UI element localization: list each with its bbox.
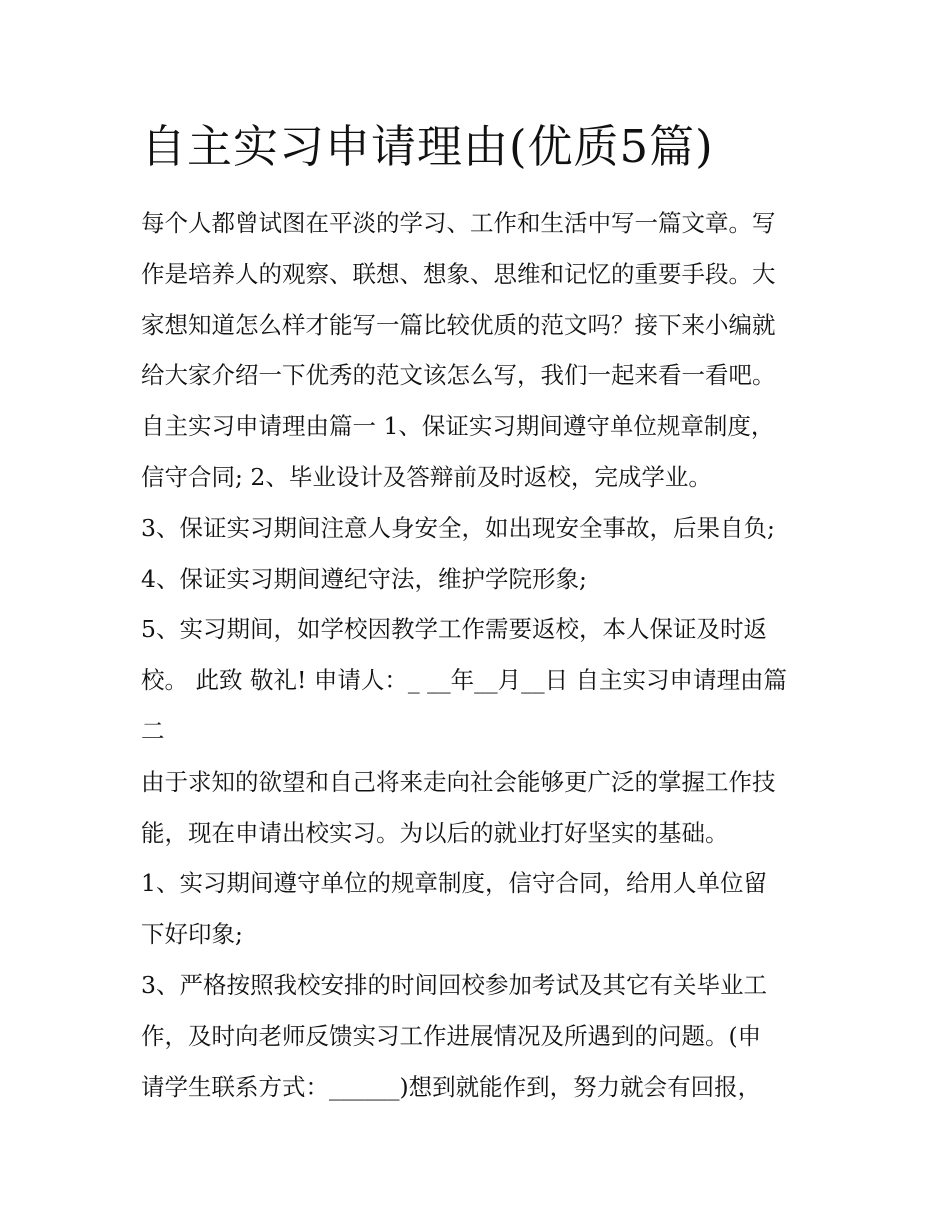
text-line: 5、实习期间，如学校因教学工作需要返校，本人保证及时返	[141, 615, 767, 644]
text-line: 每个人都曾试图在平淡的学习、工作和生活中写一篇文章。写	[141, 209, 776, 237]
text-line: 1、实习期间遵守单位的规章制度，信守合同，给用人单位留	[141, 869, 767, 898]
text-line: 自主实习申请理由篇一 1、保证实习期间遵守单位规章制度，	[141, 412, 775, 441]
text-line: 作，及时向老师反馈实习工作进展情况及所遇到的问题。(申	[141, 1021, 762, 1050]
document-title: 自主实习申请理由(优质5篇)	[141, 120, 714, 173]
text-line: 4、保证实习期间遵纪守法，维护学院形象;	[141, 564, 587, 593]
document-body	[141, 198, 821, 1112]
text-line: 给大家介绍一下优秀的范文该怎么写，我们一起来看一看吧。	[141, 361, 776, 390]
text-line: 校。 此致 敬礼! 申请人：_ __年__月__日 自主实习申请理由篇	[141, 666, 788, 695]
text-line: 二	[141, 716, 165, 745]
text-line: 下好印象;	[141, 920, 243, 949]
text-line: 家想知道怎么样才能写一篇比较优质的范文吗？接下来小编就	[141, 310, 776, 339]
text-line: 3、严格按照我校安排的时间回校参加考试及其它有关毕业工	[141, 970, 767, 999]
text-line: 作是培养人的观察、联想、想象、思维和记忆的重要手段。大	[141, 259, 776, 288]
text-line: 能，现在申请出校实习。为以后的就业打好坚实的基础。	[141, 818, 729, 847]
text-line: 请学生联系方式：______)想到就能作到，努力就会有回报，	[141, 1072, 762, 1101]
text-line: 信守合同; 2、毕业设计及答辩前及时返校，完成学业。	[141, 462, 712, 491]
text-line: 由于求知的欲望和自己将来走向社会能够更广泛的掌握工作技	[141, 767, 776, 796]
text-line: 3、保证实习期间注意人身安全，如出现安全事故，后果自负;	[141, 513, 775, 542]
